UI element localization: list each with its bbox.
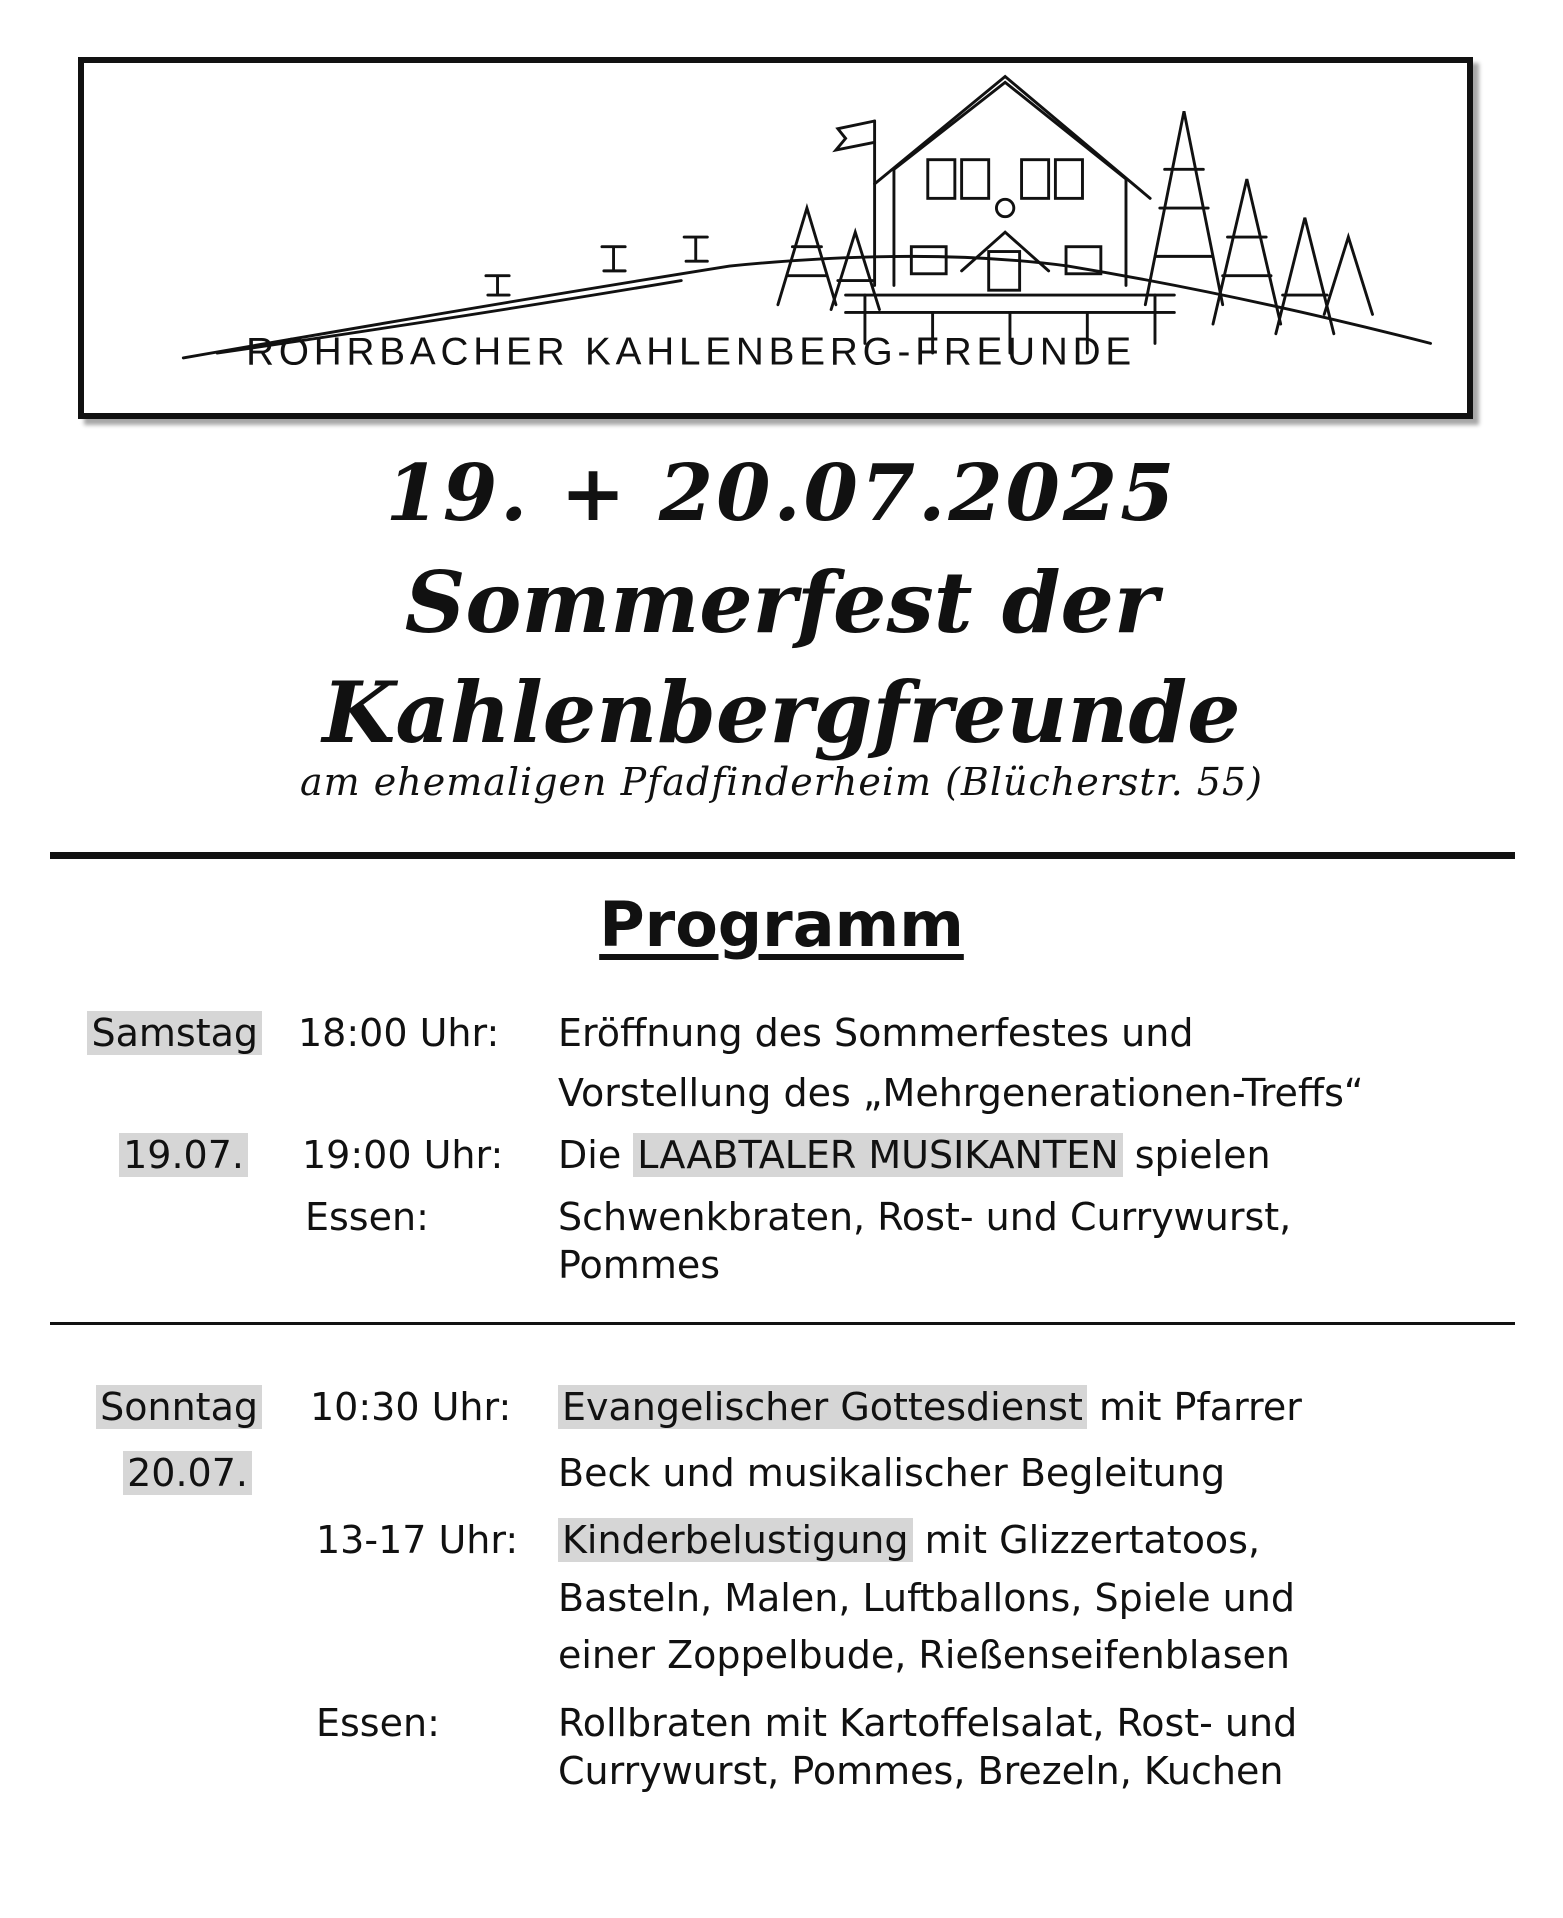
sunday-time-2: 13-17 Uhr: xyxy=(316,1518,519,1562)
title-line-2: Kahlenbergfreunde xyxy=(322,663,1241,762)
saturday-day: Samstag xyxy=(80,1008,262,1058)
sunday-food-line-1: Rollbraten mit Kartoffelsalat, Rost- und xyxy=(558,1701,1298,1745)
saturday-food-line-2: Pommes xyxy=(558,1243,721,1287)
saturday-time-2: 19:00 Uhr: xyxy=(302,1133,504,1177)
sunday-date: 20.07. xyxy=(80,1448,252,1498)
sunday-event-2-line-2: Basteln, Malen, Luftballons, Spiele und xyxy=(558,1576,1295,1620)
saturday-event-1-line-1: Eröffnung des Sommerfestes und xyxy=(558,1011,1194,1055)
kids-highlight: Kinderbelustigung xyxy=(558,1518,913,1562)
sunday-event-1-line-1: Evangelischer Gottesdienst mit Pfarrer xyxy=(558,1382,1302,1432)
divider-top xyxy=(50,852,1515,859)
sunday-event-2-line-1: Kinderbelustigung mit Glizzertatoos, xyxy=(558,1515,1260,1565)
saturday-event-2: Die LAABTALER MUSIKANTEN spielen xyxy=(558,1133,1271,1177)
sunday-food-label: Essen: xyxy=(316,1701,440,1745)
event-date: 19. + 20.07.2025 xyxy=(385,448,1178,539)
divider-middle xyxy=(50,1322,1515,1325)
saturday-event-1-line-2: Vorstellung des „Mehrgenerationen-Treffs“ xyxy=(558,1071,1364,1115)
sunday-food-line-2: Currywurst, Pommes, Brezeln, Kuchen xyxy=(558,1749,1284,1793)
saturday-time-1: 18:00 Uhr: xyxy=(298,1011,500,1055)
saturday-food-label: Essen: xyxy=(305,1195,429,1239)
sunday-time-1: 10:30 Uhr: xyxy=(310,1385,512,1429)
location: am ehemaligen Pfadfinderheim (Blücherstr. 55) xyxy=(300,760,1263,804)
saturday-date: 19.07. xyxy=(80,1130,248,1180)
logo-lettering: ROHRBACHER KAHLENBERG-FREUNDE xyxy=(246,330,1136,374)
service-highlight: Evangelischer Gottesdienst xyxy=(558,1385,1087,1429)
program-heading: Programm xyxy=(599,888,964,961)
sunday-event-1-line-2: Beck und musikalischer Begleitung xyxy=(558,1451,1226,1495)
hut-illustration xyxy=(84,63,1467,413)
title-line-1: Sommerfest der xyxy=(404,553,1159,652)
saturday-food-line-1: Schwenkbraten, Rost- und Currywurst, xyxy=(558,1195,1292,1239)
sunday-day: Sonntag xyxy=(80,1382,262,1432)
band-name: LAABTALER MUSIKANTEN xyxy=(633,1133,1122,1177)
header-banner xyxy=(78,57,1473,419)
sunday-event-2-line-3: einer Zoppelbude, Rießenseifenblasen xyxy=(558,1633,1290,1677)
